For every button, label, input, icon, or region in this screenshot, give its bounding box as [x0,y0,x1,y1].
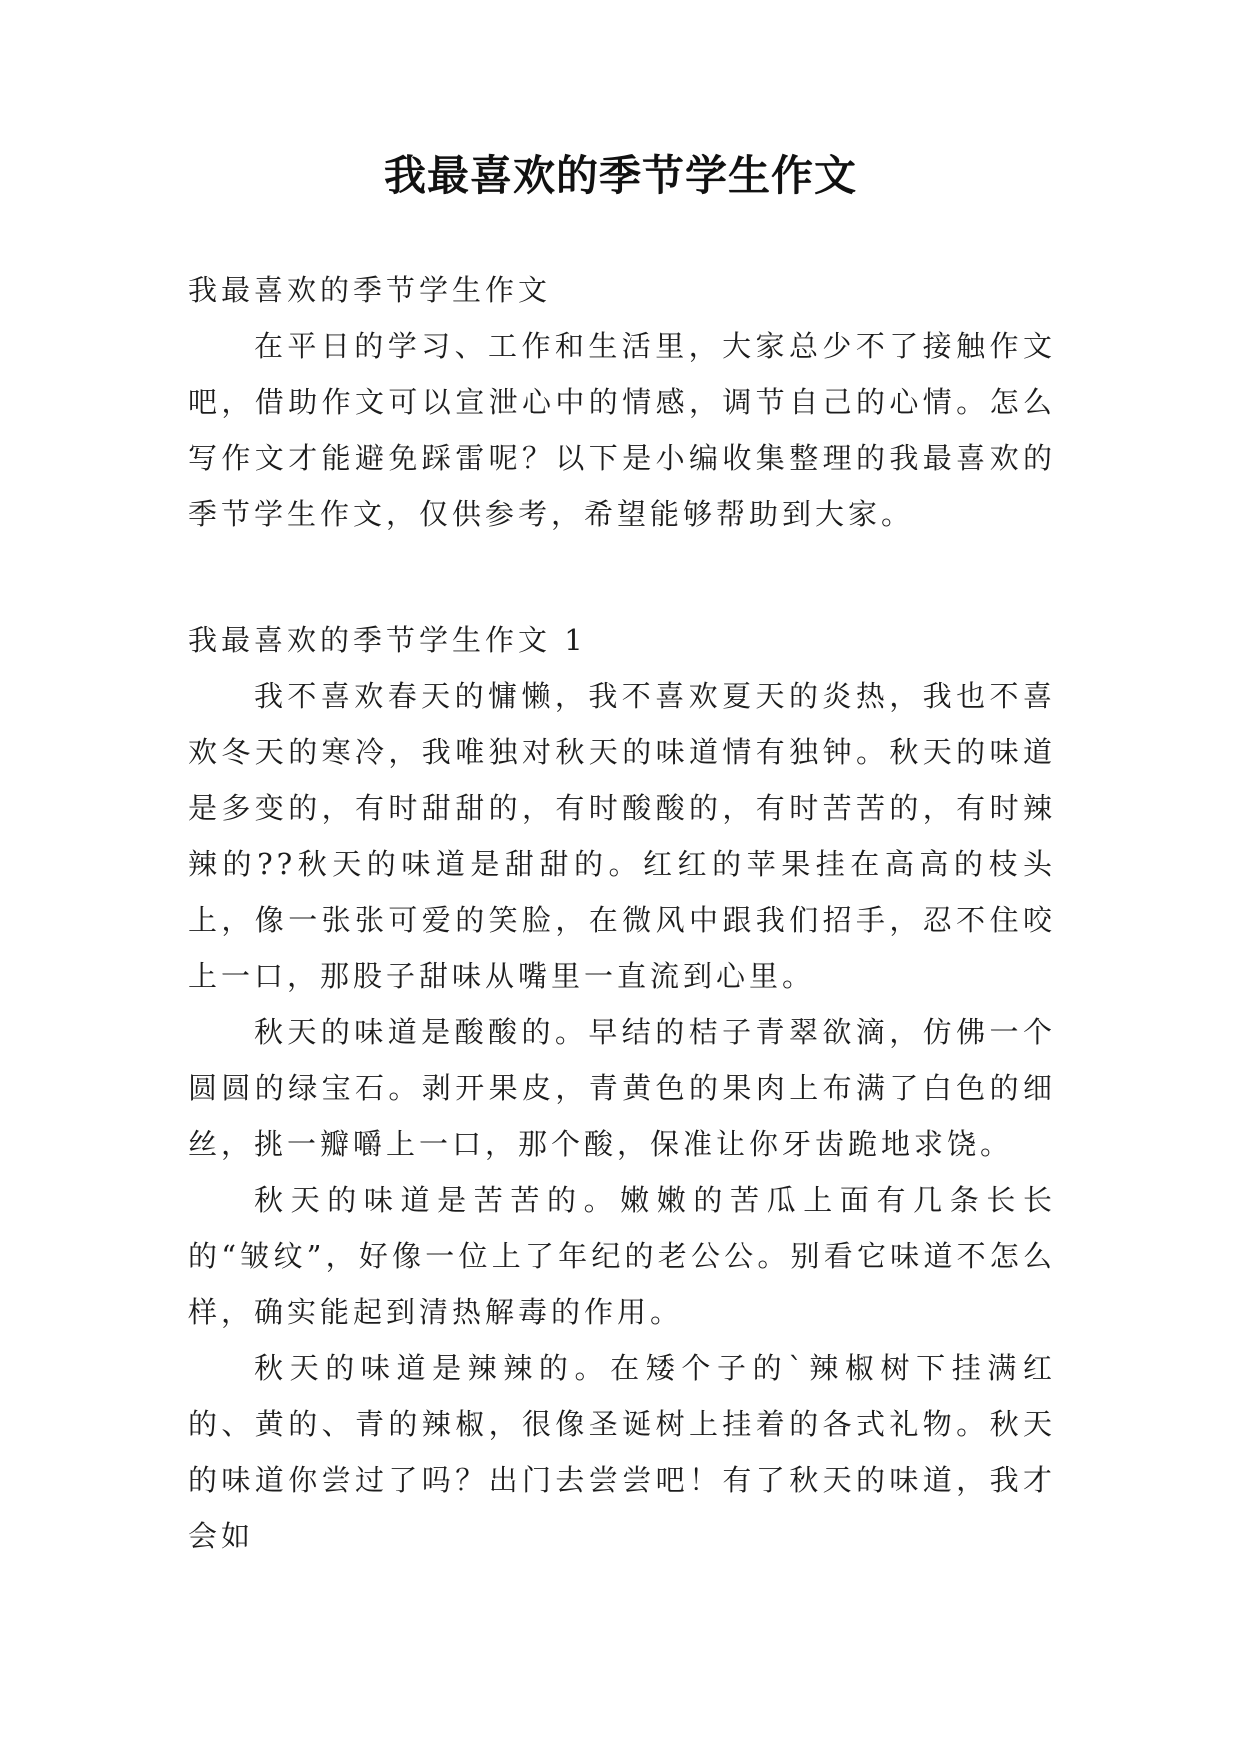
intro-paragraph: 在平日的学习、工作和生活里，大家总少不了接触作文吧，借助作文可以宣泄心中的情感，调节自己的心情。怎么写作文才能避免踩雷呢？以下是小编收集整理的我最喜欢的季节学生作文，仅供参考，希望能够帮助到大家。 [188,329,1056,531]
essay-paragraph: 秋天的味道是辣辣的。在矮个子的`辣椒树下挂满红的、黄的、青的辣椒，很像圣诞树上挂着的各式礼物。秋天的味道你尝过了吗？出门去尝尝吧！有了秋天的味道，我才会如 [188,1351,1056,1553]
document-title: 我最喜欢的季节学生作文 [383,151,857,200]
section-spacer [188,542,1056,612]
intro-heading: 我最喜欢的季节学生作文 [188,273,552,307]
essay-paragraph: 秋天的味道是苦苦的。嫩嫩的苦瓜上面有几条长长的“皱纹”，好像一位上了年纪的老公公。别看它味道不怎么样，确实能起到清热解毒的作用。 [188,1183,1056,1329]
document-body [188,262,1056,1564]
essay-paragraph: 我不喜欢春天的慵懒，我不喜欢夏天的炎热，我也不喜欢冬天的寒冷，我唯独对秋天的味道情有独钟。秋天的味道是多变的，有时甜甜的，有时酸酸的，有时苦苦的，有时辣辣的??秋天的味道是甜甜的。红红的苹果挂在高高的枝头上，像一张张可爱的笑脸，在微风中跟我们招手，忍不住咬上一口，那股子甜味从嘴里一直流到心里。 [188,679,1056,993]
essay-paragraph: 秋天的味道是酸酸的。早结的桔子青翠欲滴，仿佛一个圆圆的绿宝石。剥开果皮，青黄色的果肉上布满了白色的细丝，挑一瓣嚼上一口，那个酸，保准让你牙齿跪地求饶。 [188,1015,1056,1161]
essay-heading: 我最喜欢的季节学生作文 1 [188,623,587,657]
